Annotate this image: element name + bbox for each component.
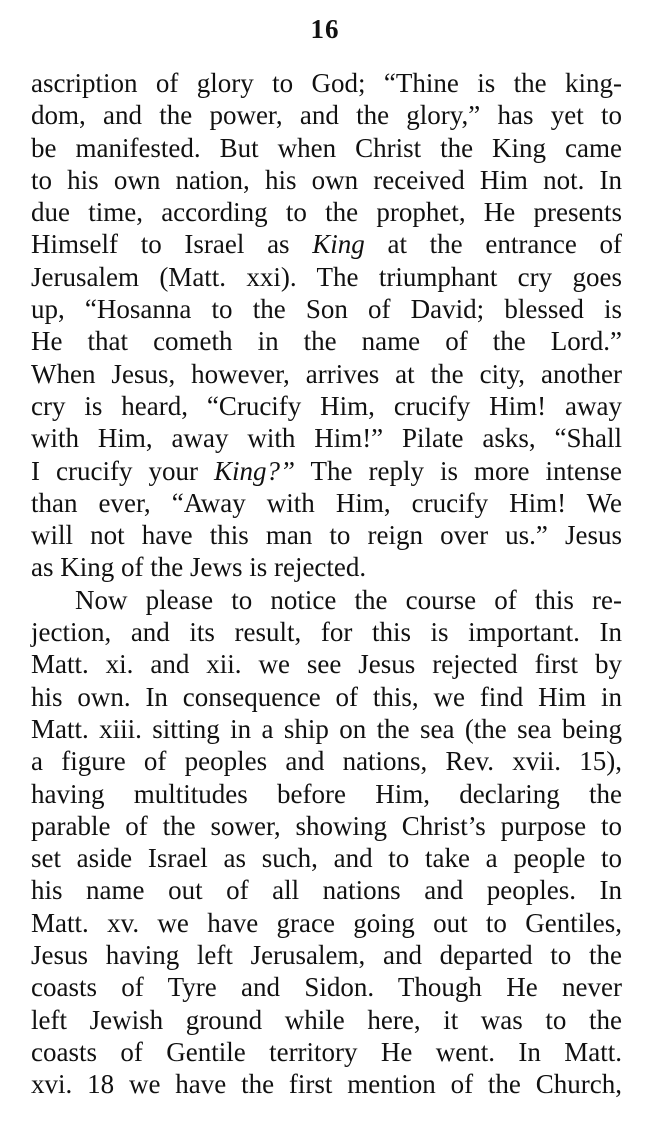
text-line: When Jesus, however, arrives at the city, another (31, 358, 622, 389)
text-line: Matt. xi. and xii. we see Jesus rejected first by (31, 649, 622, 680)
text-line: coasts of Gentile territory He went. In Matt. (31, 1036, 622, 1067)
text-line: up, “Hosanna to the Son of David; blessed is (31, 294, 622, 325)
text-line: his own. In consequence of this, we find Him in (31, 681, 622, 712)
text-line: Himself to Israel as King at the entrance of (31, 229, 622, 260)
text-line: I crucify your King?” The reply is more intense (31, 455, 622, 486)
italic-word: King (312, 229, 365, 260)
body-text (31, 67, 622, 1101)
text-line: set aside Israel as such, and to take a people to (31, 843, 622, 874)
text-line: xvi. 18 we have the first mention of the Church, (31, 1069, 622, 1100)
text-line: Jesus having left Jerusalem, and departed to the (31, 940, 622, 971)
text-line: will not have this man to reign over us.” Jesus (31, 520, 622, 551)
text-line: Matt. xv. we have grace going out to Gentiles, (31, 907, 622, 938)
text-line: ascription of glory to God; “Thine is the king- (31, 68, 622, 98)
paragraph-start-line: Now please to notice the course of this re- (75, 584, 622, 615)
text-line: parable of the sower, showing Christ’s purpose to (31, 810, 622, 841)
text-line: jection, and its result, for this is important. In (31, 617, 622, 648)
text-line: due time, according to the prophet, He presents (31, 197, 622, 228)
text-line: He that cometh in the name of the Lord.” (31, 326, 622, 357)
text-line: than ever, “Away with Him, crucify Him! We (31, 487, 622, 518)
text-line: be manifested. But when Christ the King came (31, 132, 622, 163)
page-number: 16 (310, 14, 340, 44)
italic-word: King?” (213, 455, 296, 486)
text-line: dom, and the power, and the glory,” has yet to (31, 100, 622, 131)
text-line: cry is heard, “Crucify Him, crucify Him! away (31, 390, 622, 421)
text-line: to his own nation, his own received Him not. In (31, 164, 622, 195)
text-line: a figure of peoples and nations, Rev. xvii. 15), (31, 746, 622, 777)
text-line: Matt. xiii. sitting in a ship on the sea (the sea being (31, 713, 622, 744)
text-line: his name out of all nations and peoples. In (31, 875, 622, 906)
text-line: with Him, away with Him!” Pilate asks, “Shall (31, 423, 622, 454)
text-line: Jerusalem (Matt. xxi). The triumphant cry goes (31, 261, 622, 292)
text-line: having multitudes before Him, declaring the (31, 778, 622, 809)
text-line: left Jewish ground while here, it was to the (31, 1004, 622, 1035)
paragraph-end-line: as King of the Jews is rejected. (31, 552, 367, 583)
text-line: coasts of Tyre and Sidon. Though He never (31, 972, 622, 1003)
